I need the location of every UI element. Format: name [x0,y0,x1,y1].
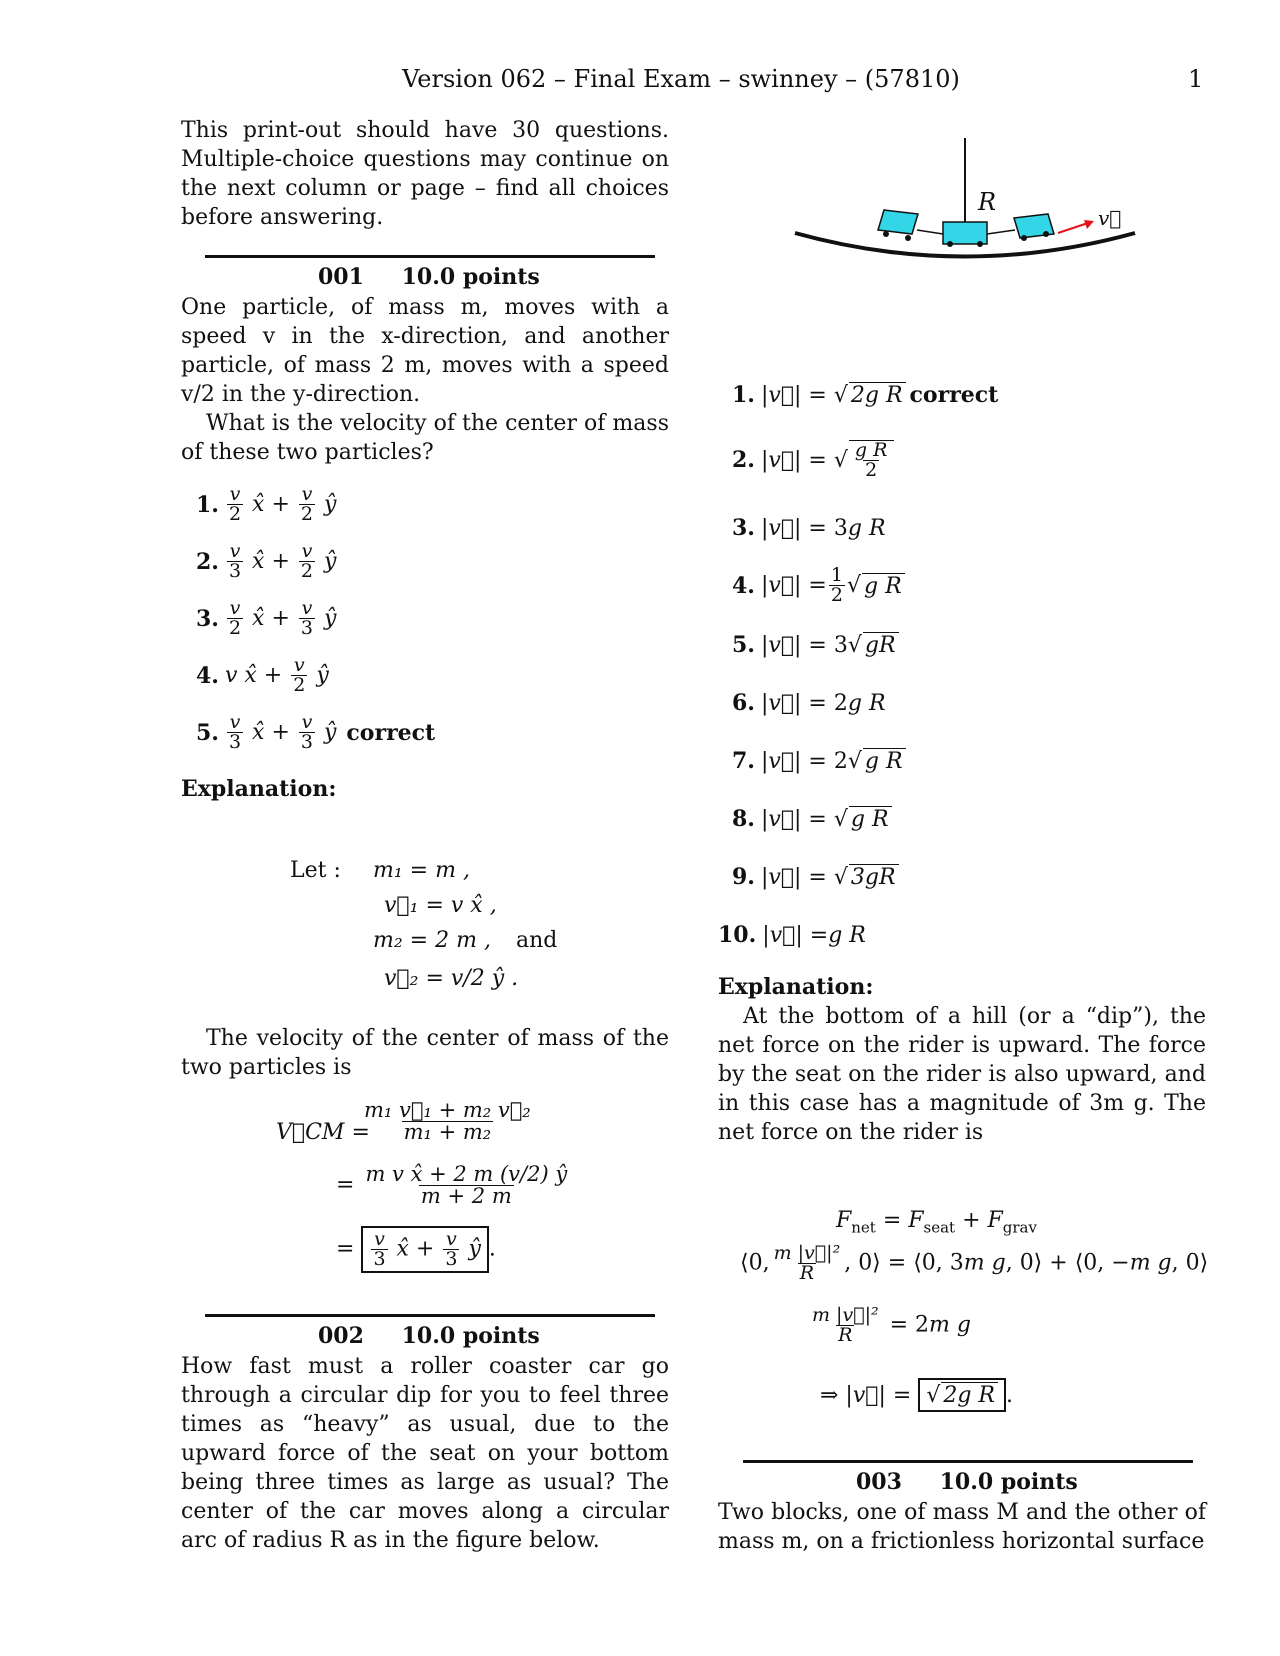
q1-choice-4[interactable]: 4. v x̂ + $\frac{v}{2}$ ŷ [196,654,329,696]
q1-let-label: Let : [290,858,341,883]
q1-header [318,264,570,290]
q2-explanation-label: Explanation: [718,974,874,1000]
q2-choice-8-num: 8. [732,806,755,832]
q1-vcm-step-2: = $\frac{\text{m v x̂ + 2 m (v/2) ŷ}}{m + 2 m}$ [336,1162,568,1208]
q1-choice-5-num: 5. [196,719,219,746]
q2-choice-2[interactable]: 2. | v⃗ | = √ $\frac{\text{g R}}{2}$ [732,440,894,480]
q2-points: 10.0 points [401,1323,540,1349]
q2-choice-9-num: 9. [732,864,755,890]
q2-choice-6[interactable]: 6. | v⃗ | = 2 g R [732,690,886,716]
q2-choice-5[interactable]: 5. | v⃗ | = 3√ gR [732,632,899,658]
q1-points: 10.0 points [401,264,540,290]
q2-choice-6-num: 6. [732,690,755,716]
q1-divider [205,255,655,258]
q1-let-line-1: m₁ = m , [373,858,470,883]
q2-choice-8[interactable]: 8. | v⃗ | = √ g R [732,806,892,832]
intro-text: This print-out should have 30 questions. Multiple-choice questions may continue on the next column or page – find all choices before answering. [181,118,669,230]
q1-velocity-text: The velocity of the center of mass of the two particles is [181,1026,669,1080]
q1-correct-label: correct [346,719,436,746]
q2-choice-4-num: 4. [732,572,755,599]
q2-choice-9[interactable]: 9. | v⃗ | = √ 3gR [732,864,899,890]
q1-choice-5[interactable]: 5. $\frac{v}{3}$ x̂ + $\frac{v}{3}$ ŷ correct [196,711,436,753]
roller-coaster-figure [780,130,1140,270]
q1-choice-2-num: 2. [196,548,219,575]
q2-eq-vectors: ⟨0, $\frac{\text{m |v⃗|²}}{R}$ , 0⟩ = ⟨0, 3m g, 0⟩ + ⟨0, −m g, 0⟩ [740,1242,1209,1284]
q2-eq-net-force: $F_{net} = F_{seat} + F_{grav}$ [836,1208,1037,1237]
q2-choice-3[interactable]: 3. | v⃗ | = 3 g R [732,515,886,541]
q2-header [318,1323,570,1349]
q1-let-line-2: v⃗₁ = v x̂ , [384,893,497,918]
q1-vcm-answer: = $\frac{v}{3}$ x̂ + $\frac{v}{3}$ ŷ . [336,1226,496,1273]
q1-choice-4-num: 4. [196,662,219,689]
q2-choice-3-num: 3. [732,515,755,541]
q2-choice-5-num: 5. [732,632,755,658]
q2-number: 002 [318,1323,364,1349]
page-number: 1 [1188,65,1204,93]
coaster-car-center [943,222,987,247]
q1-choice-2[interactable]: 2. $\frac{v}{3}$ x̂ + $\frac{v}{2}$ ŷ [196,540,337,582]
q1-choice-3[interactable]: 3. $\frac{v}{2}$ x̂ + $\frac{v}{3}$ ŷ [196,597,337,639]
q3-text: Two blocks, one of mass M and the other of mass m, on a frictionless horizontal surface [718,1500,1206,1554]
q3-number: 003 [856,1469,902,1495]
q2-choice-7-num: 7. [732,748,755,774]
q1-text: One particle, of mass m, moves with a speed v in the x-direction, and another particle, of mass 2 m, moves with a speed v/2 in the y-direction. [181,295,669,407]
q1-vcm-step-1: $\frac{\text{m₁ v⃗₁ + m₂ v⃗₂}}{\text{m₁ + m₂}}$ [364,1098,531,1144]
q2-correct-label: correct [909,382,999,408]
q1-choice-1-num: 1. [196,491,219,518]
coaster-car-left [878,210,918,241]
q2-eq-centripetal: $\frac{\text{m |v⃗|²}}{R}$ = 2m g [812,1304,971,1346]
q1-number: 001 [318,264,364,290]
velocity-label: v⃗ [1098,206,1122,230]
q2-text: How fast must a roller coaster car go through a circular dip for you to feel three times as “heavy” as usual, due to the upward force of the seat on your bottom being three times as large as usual? The center of the car moves along a circular arc of radius R as in the figure below. [181,1354,669,1553]
coaster-car-right [1014,214,1054,241]
q1-choice-3-num: 3. [196,605,219,632]
q2-divider [205,1314,655,1317]
q1-and-label: and [516,928,558,953]
q3-header [856,1469,1108,1495]
page-header-title: Version 062 – Final Exam – swinney – (57810) [402,65,960,93]
q3-divider [743,1460,1193,1463]
q1-let-line-4: v⃗₂ = v/2 ŷ . [384,966,519,991]
q2-choice-1[interactable]: 1. | v⃗ | = √ 2g R correct [732,382,999,408]
q2-choice-2-num: 2. [732,447,755,473]
q2-choice-10-num: 10. [718,922,757,948]
velocity-arrow [1058,223,1088,233]
q3-points: 10.0 points [939,1469,1078,1495]
q1-question: What is the velocity of the center of mass of these two particles? [181,411,669,465]
q2-choice-7[interactable]: 7. | v⃗ | = 2√ g R [732,748,906,774]
q2-choice-10[interactable]: 10. | v⃗ | = g R [718,922,866,948]
q2-eq-answer: ⇒ |v⃗| = √ 2g R . [820,1378,1013,1412]
q1-choice-1[interactable]: 1. $\frac{v}{2}$ x̂ + $\frac{v}{2}$ ŷ [196,483,337,525]
q2-explanation-text: At the bottom of a hill (or a “dip”), the net force on the rider is upward. The force by the seat on the rider is also upward, and in this case has a magnitude of 3m g. The net force on the rider is [718,1004,1206,1145]
q2-choice-4[interactable]: 4. | v⃗ | = $\frac{1}{2}$ √ g R [732,566,905,605]
radius-label: R [978,188,997,216]
q1-explanation-label: Explanation: [181,776,337,802]
q2-choice-1-num: 1. [732,382,755,408]
q1-let-line-3: m₂ = 2 m , [373,928,491,953]
q1-vcm-label: V⃗CM = [276,1120,370,1145]
